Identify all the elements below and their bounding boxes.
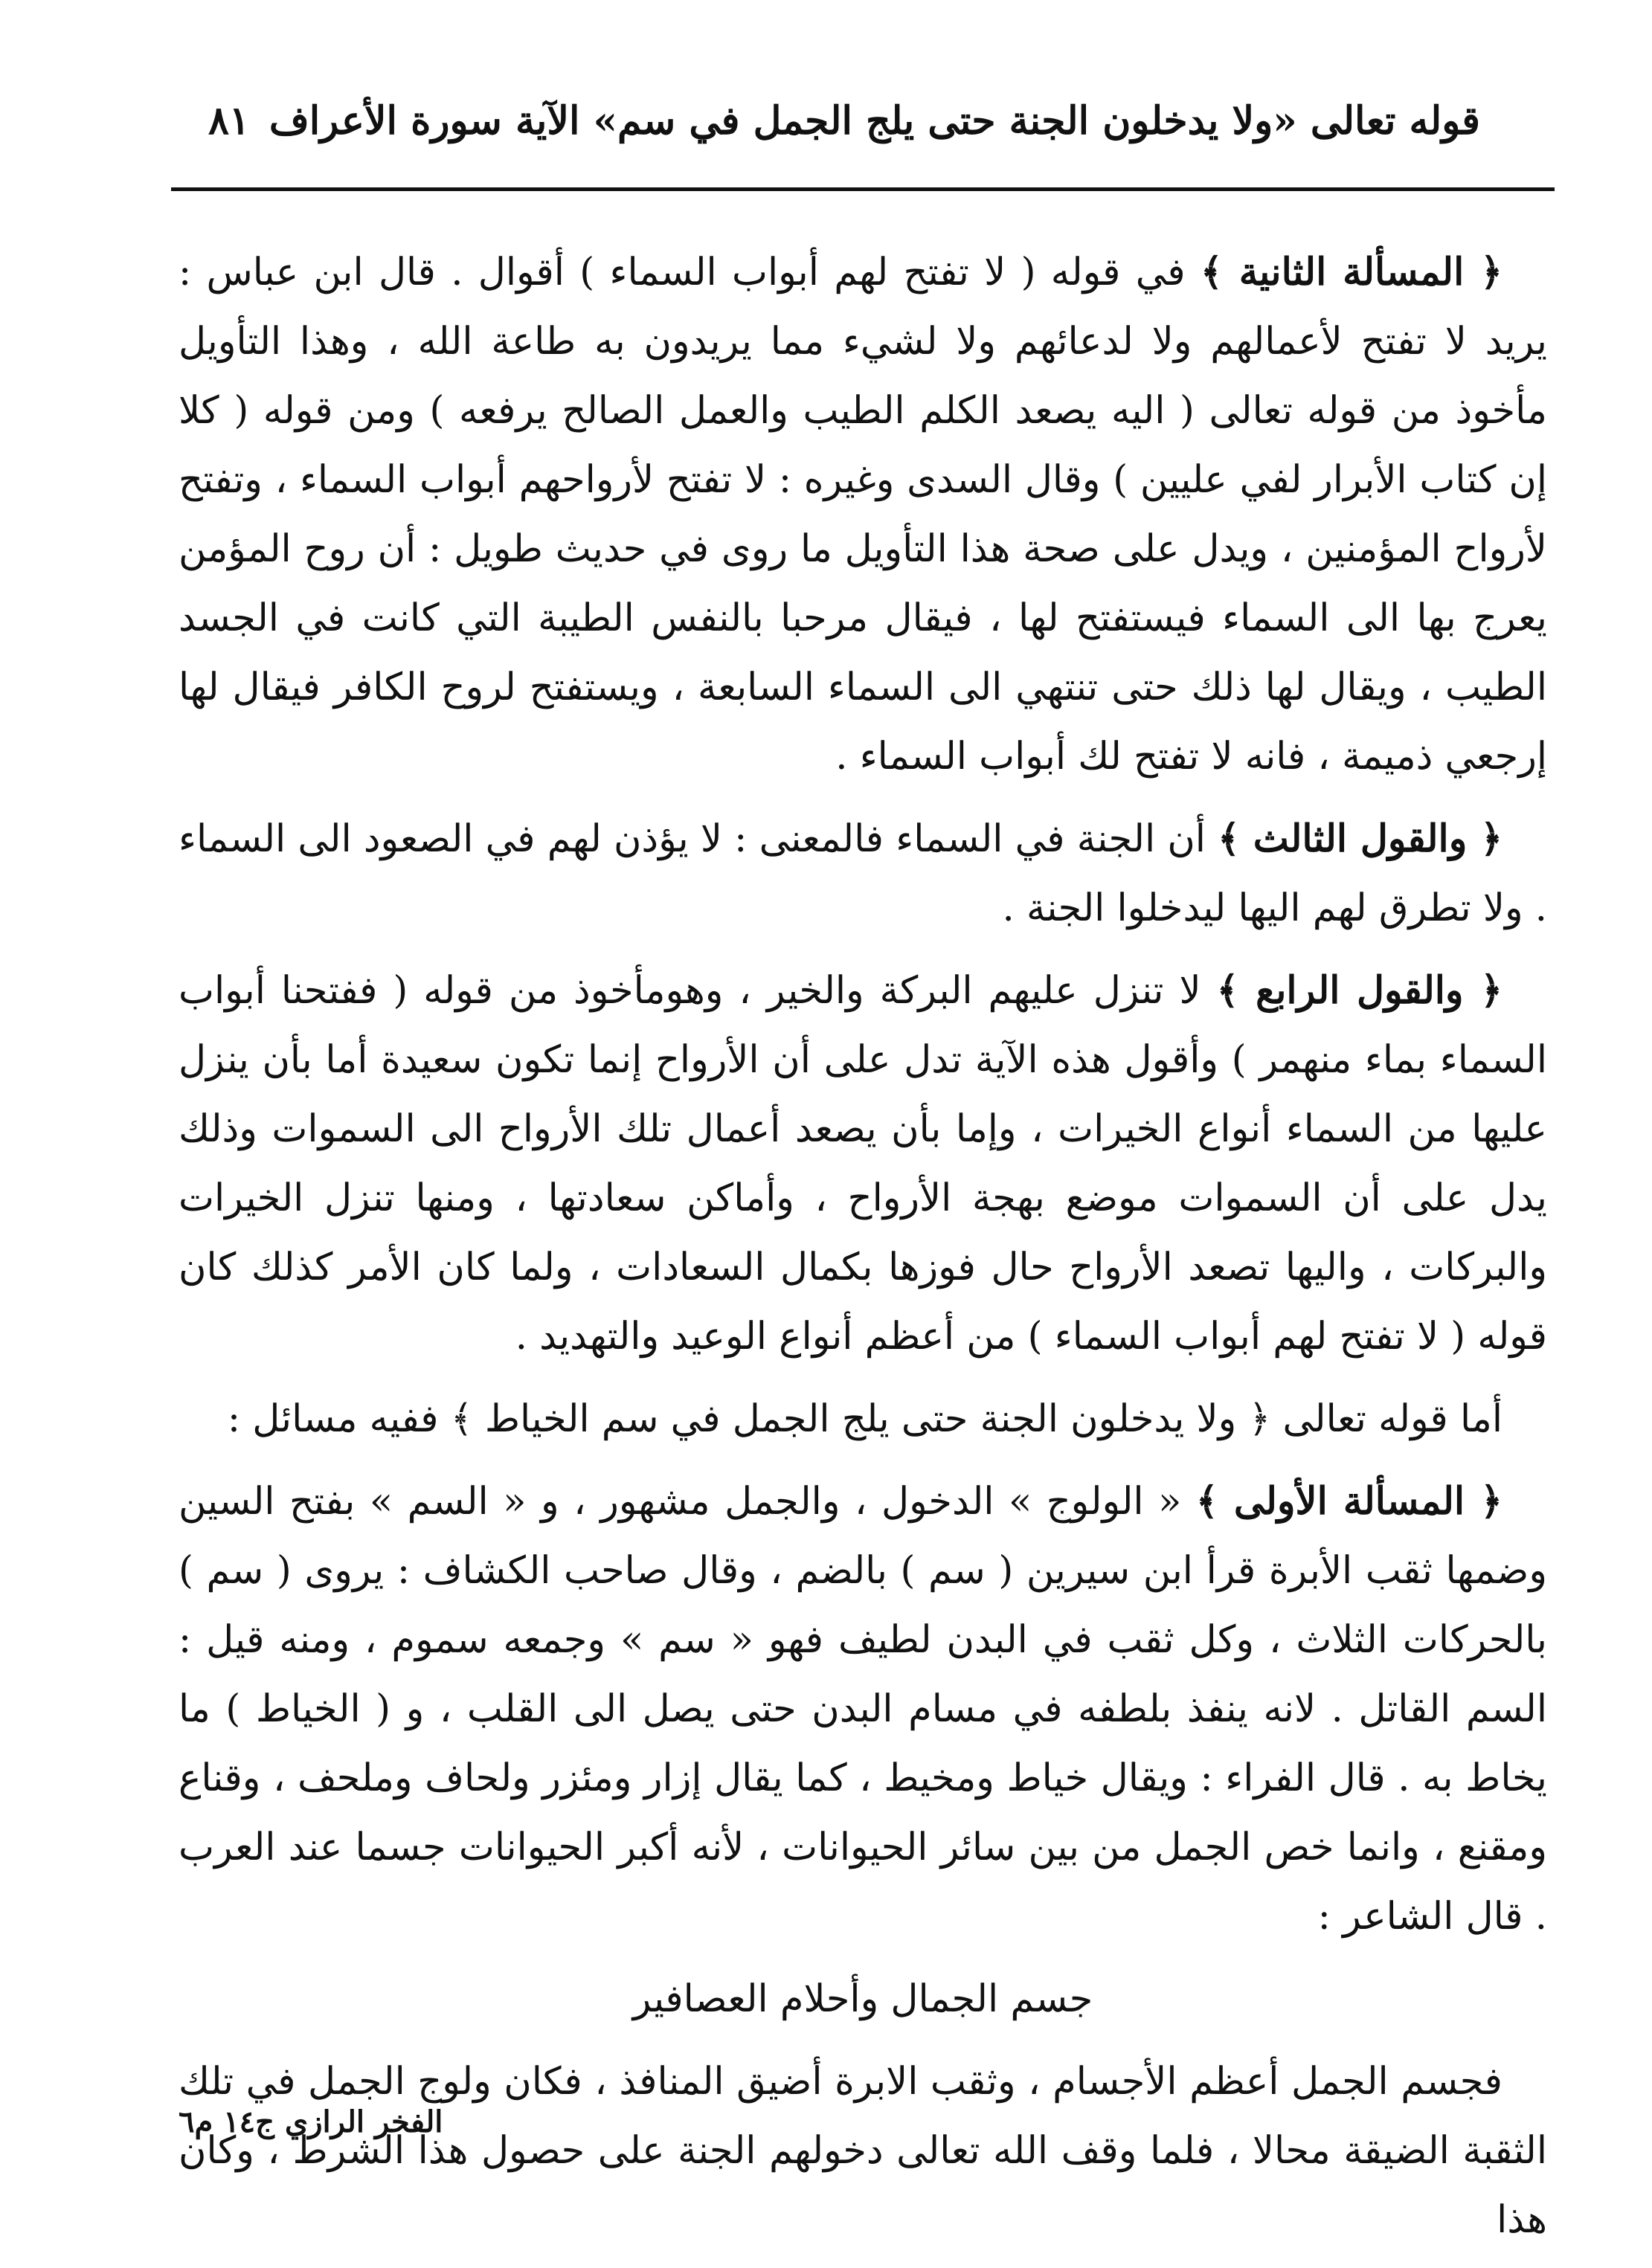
page-number: ٨١ — [208, 98, 250, 144]
running-header — [171, 89, 1555, 178]
footer-signature: الفخر الرازي ج١٤ م٦ — [179, 2104, 443, 2139]
paragraph-first-issue — [179, 1467, 1547, 1951]
paragraph-text: لا تنزل عليهم البركة والخير ، وهومأخوذ من قوله ( ففتحنا أبواب السماء بماء منهمر ) وأقول هذه الآية تدل على أن الأرواح إنما تكون سعيدة أما بأن ينزل عليها من السماء أنواع الخيرات ، وإما بأن يصعد أعمال تلك الأرواح الى السموات وذلك يدل على أن السموات موضع بهجة الأرواح ، وأماكن سعادتها ، ومنها تنزل الخيرات والبركات ، واليها تصعد الأرواح حال فوزها بكمال السعادات ، ولما كان الأمر كذلك كان قوله ( لا تفتح لهم أبواب السماء ) من أعظم أنواع الوعيد والتهديد . — [179, 969, 1547, 1359]
paragraph-text: « الولوج » الدخول ، والجمل مشهور ، و « السم » بفتح السين وضمها ثقب الأبرة قرأ ابن سيرين ( سم ) بالضم ، وقال صاحب الكشاف : يروى ( سم ) بالحركات الثلاث ، وكل ثقب في البدن لطيف فهو « سم » وجمعه سموم ، ومنه قيل : السم القاتل . لانه ينفذ بلطفه في مسام البدن حتى يصل الى القلب ، و ( الخياط ) ما يخاط به . قال الفراء : ويقال خياط ومخيط ، كما يقال إزار ومئزر ولحاف وملحف ، وقناع ومقنع ، وانما خص الجمل من بين سائر الحيوانات ، لأنه أكبر الحيوانات جسما عند العرب . قال الشاعر : — [179, 1480, 1547, 1939]
paragraph-text: في قوله ( لا تفتح لهم أبواب السماء ) أقوال . قال ابن عباس : يريد لا تفتح لأعمالهم ولا لدعائهم ولا لشيء مما يريدون به طاعة الله ، وهذا التأويل مأخوذ من قوله تعالى ( اليه يصعد الكلم الطيب والعمل الصالح يرفعه ) ومن قوله ( كلا إن كتاب الأبرار لفي عليين ) وقال السدى وغيره : لا تفتح لأرواحهم أبواب السماء ، وتفتح لأرواح المؤمنين ، ويدل على صحة هذا التأويل ما روى في حديث طويل : أن روح المؤمن يعرج بها الى السماء فيستفتح لها ، فيقال مرحبا بالنفس الطيبة التي كانت في الجسد الطيب ، ويقال لها ذلك حتى تنتهي الى السماء السابعة ، ويستفتح لروح الكافر فيقال لها إرجعي ذميمة ، فانه لا تفتح لك أبواب السماء . — [179, 251, 1547, 779]
paragraph-heading: ﴿ المسألة الأولى ﴾ — [1195, 1479, 1503, 1524]
paragraph-text: أما قوله تعالى ﴿ ولا يدخلون الجنة حتى يلج الجمل في سم الخياط ﴾ ففيه مسائل : — [227, 1397, 1502, 1441]
paragraph-verse-intro — [179, 1385, 1547, 1454]
paragraph-heading: ﴿ المسألة الثانية ﴾ — [1200, 250, 1502, 294]
paragraph-closing: فجسم الجمل أعظم الأجسام ، وثقب الابرة أضيق المنافذ ، فكان ولوج الجمل في تلك الثقبة الضيقة محالا ، فلما وقف الله تعالى دخولهم الجنة على حصول هذا الشرط ، وكان هذا — [179, 2060, 1547, 2242]
paragraph-heading: ﴿ والقول الثالث ﴾ — [1218, 816, 1502, 861]
paragraph-fourth-saying — [179, 956, 1547, 1371]
paragraph-third-saying — [179, 805, 1547, 943]
paragraph-second-issue — [179, 238, 1547, 791]
poem-line: جسم الجمال وأحلام العصافير — [632, 1977, 1093, 2021]
header-divider — [171, 187, 1555, 191]
header-title: قوله تعالى «ولا يدخلون الجنة حتى يلج الجمل في سم» الآية سورة الأعراف — [269, 98, 1480, 144]
paragraph-heading: ﴿ والقول الرابع ﴾ — [1216, 968, 1502, 1013]
paragraph-text: أن الجنة في السماء فالمعنى : لا يؤذن لهم في الصعود الى السماء . ولا تطرق لهم اليها ليدخلوا الجنة . — [179, 817, 1547, 930]
page-body — [179, 238, 1547, 2268]
